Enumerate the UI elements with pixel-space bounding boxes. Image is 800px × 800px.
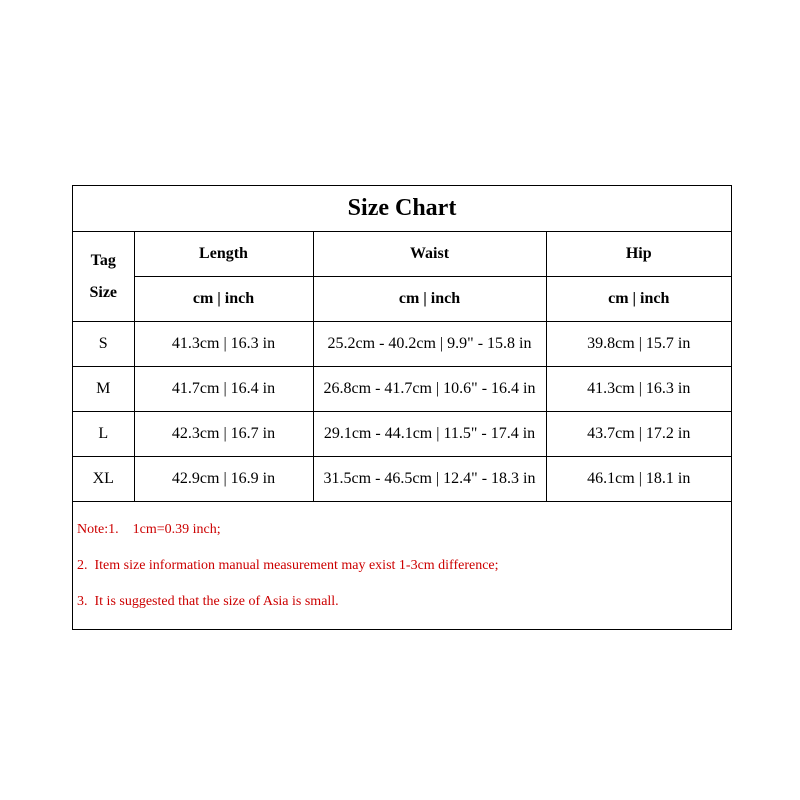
note-line-1: Note:1. 1cm=0.39 inch; [77, 522, 221, 537]
table-row [73, 412, 731, 457]
length-cell: 42.9cm | 16.9 in [134, 457, 313, 502]
units-length: cm | inch [134, 277, 313, 322]
hip-cell: 46.1cm | 18.1 in [546, 457, 731, 502]
length-cell: 41.7cm | 16.4 in [134, 367, 313, 412]
table-row [73, 457, 731, 502]
units-waist: cm | inch [313, 277, 546, 322]
waist-cell: 31.5cm - 46.5cm | 12.4" - 18.3 in [313, 457, 546, 502]
header-row [73, 232, 731, 277]
hip-cell: 43.7cm | 17.2 in [546, 412, 731, 457]
note-line-2: 2. Item size information manual measurement may exist 1-3cm difference; [77, 558, 499, 573]
hip-cell: 39.8cm | 15.7 in [546, 322, 731, 367]
table-row [73, 367, 731, 412]
chart-title: Size Chart [73, 186, 731, 232]
units-hip: cm | inch [546, 277, 731, 322]
tag-size-header-line2: Size [89, 283, 118, 301]
table-row [73, 322, 731, 367]
length-cell: 42.3cm | 16.7 in [134, 412, 313, 457]
size-cell: M [73, 367, 134, 412]
hip-cell: 41.3cm | 16.3 in [546, 367, 731, 412]
size-table [73, 232, 731, 502]
waist-cell: 26.8cm - 41.7cm | 10.6" - 16.4 in [313, 367, 546, 412]
waist-cell: 29.1cm - 44.1cm | 11.5" - 17.4 in [313, 412, 546, 457]
waist-cell: 25.2cm - 40.2cm | 9.9" - 15.8 in [313, 322, 546, 367]
tag-size-header-line1: Tag [90, 251, 116, 269]
size-chart [72, 185, 732, 630]
note-line-3: 3. It is suggested that the size of Asia is small. [77, 594, 339, 609]
size-cell: L [73, 412, 134, 457]
size-cell: S [73, 322, 134, 367]
column-header-hip: Hip [546, 232, 731, 277]
column-header-length: Length [134, 232, 313, 277]
notes-section [77, 512, 727, 620]
column-header-waist: Waist [313, 232, 546, 277]
tag-size-header [73, 232, 134, 322]
units-row [73, 277, 731, 322]
size-cell: XL [73, 457, 134, 502]
length-cell: 41.3cm | 16.3 in [134, 322, 313, 367]
